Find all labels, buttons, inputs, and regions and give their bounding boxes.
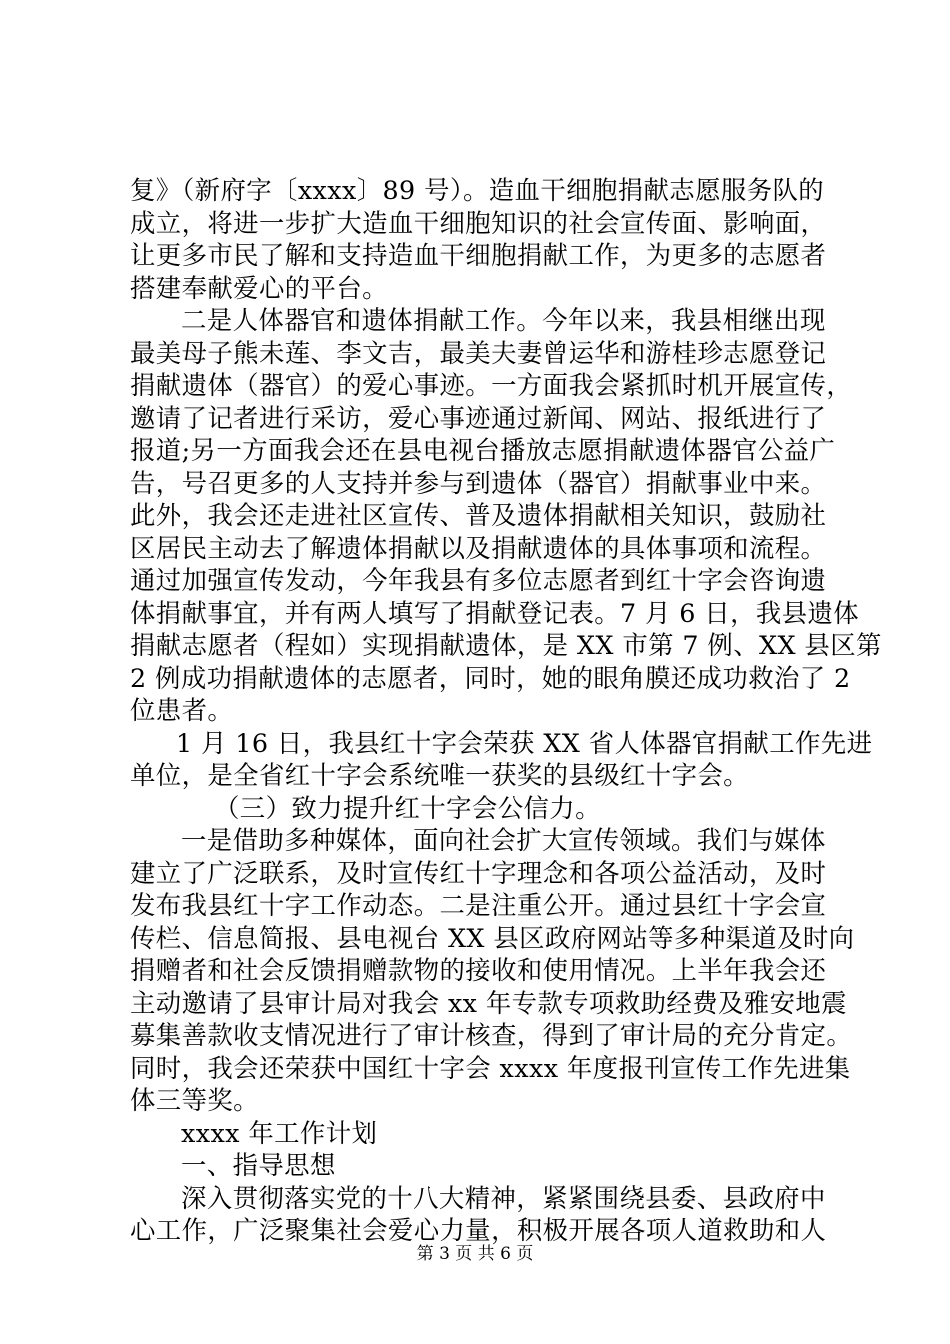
text-line: 邀请了记者进行采访，爱心事迹通过新闻、网站、报纸进行了 [130, 402, 827, 433]
text-line: 通过加强宣传发动，今年我县有多位志愿者到红十字会咨询遗 [130, 565, 827, 595]
document-body [130, 174, 882, 1247]
text-line: 复》（新府字〔xxxx〕89 号）。造血干细胞捐献志愿服务队的 [130, 175, 825, 205]
page-number-label: 第 3 页 共 6 页 [416, 1244, 534, 1264]
text-line: 报道;另一方面我会还在县电视台播放志愿捐献遗体器官公益广 [130, 435, 836, 465]
text-line: 最美母子熊未莲、李文吉，最美夫妻曾运华和游桂珍志愿登记 [130, 337, 827, 368]
text-line: 位患者。 [130, 695, 234, 725]
text-line: 募集善款收支情况进行了审计核查，得到了审计局的充分肯定。 [130, 1020, 853, 1050]
text-line: 主动邀请了县审计局对我会 xx 年专款专项救助经费及雅安地震 [130, 987, 847, 1018]
text-line: 单位，是全省红十字会系统唯一获奖的县级红十字会。 [130, 760, 749, 790]
text-line: 体捐献事宜，并有两人填写了捐献登记表。7 月 6 日，我县遗体 [130, 597, 860, 628]
section-heading: xxxx 年工作计划 [181, 1117, 378, 1148]
page-footer [0, 1243, 950, 1265]
text-line: 此外，我会还走进社区宣传、普及遗体捐献相关知识，鼓励社 [130, 500, 827, 530]
text-line: 体三等奖。 [130, 1085, 259, 1115]
paragraph-start-line: 1 月 16 日，我县红十字会荣获 XX 省人体器官捐献工作先进 [176, 727, 873, 758]
text-line: 捐赠者和社会反馈捐赠款物的接收和使用情况。上半年我会还 [130, 955, 827, 985]
text-line: 让更多市民了解和支持造血干细胞捐献工作，为更多的志愿者 [130, 240, 827, 270]
text-line: 捐献遗体（器官）的爱心事迹。一方面我会紧抓时机开展宣传， [130, 370, 853, 400]
paragraph-start-line: 深入贯彻落实党的十八大精神，紧紧围绕县委、县政府中 [181, 1182, 826, 1213]
text-line: 2 例成功捐献遗体的志愿者，同时，她的眼角膜还成功救治了 2 [130, 662, 851, 693]
text-line: 发布我县红十字工作动态。二是注重公开。通过县红十字会宣 [130, 890, 827, 920]
text-line: 搭建奉献爱心的平台。 [130, 272, 388, 303]
text-line: 心工作，广泛聚集社会爱心力量，积极开展各项人道救助和人 [130, 1215, 827, 1245]
text-line: 成立，将进一步扩大造血干细胞知识的社会宣传面、影响面， [130, 207, 827, 238]
section-heading: 一、指导思想 [181, 1150, 336, 1180]
text-line: 捐献志愿者（程如）实现捐献遗体，是 XX 市第 7 例、XX 县区第 [130, 630, 882, 660]
paragraph-start-line: 二是人体器官和遗体捐献工作。今年以来，我县相继出现 [181, 305, 826, 335]
text-line: 告，号召更多的人支持并参与到遗体（器官）捐献事业中来。 [130, 467, 827, 498]
paragraph-start-line: 一是借助多种媒体，面向社会扩大宣传领域。我们与媒体 [181, 825, 826, 855]
text-line: 建立了广泛联系，及时宣传红十字理念和各项公益活动，及时 [130, 857, 827, 888]
text-line: 传栏、信息简报、县电视台 XX 县区政府网站等多种渠道及时向 [130, 922, 855, 953]
section-heading: （三）致力提升红十字会公信力。 [214, 792, 601, 823]
text-line: 区居民主动去了解遗体捐献以及捐献遗体的具体事项和流程。 [130, 532, 827, 563]
text-line: 同时，我会还荣获中国红十字会 xxxx 年度报刊宣传工作先进集 [130, 1052, 851, 1083]
